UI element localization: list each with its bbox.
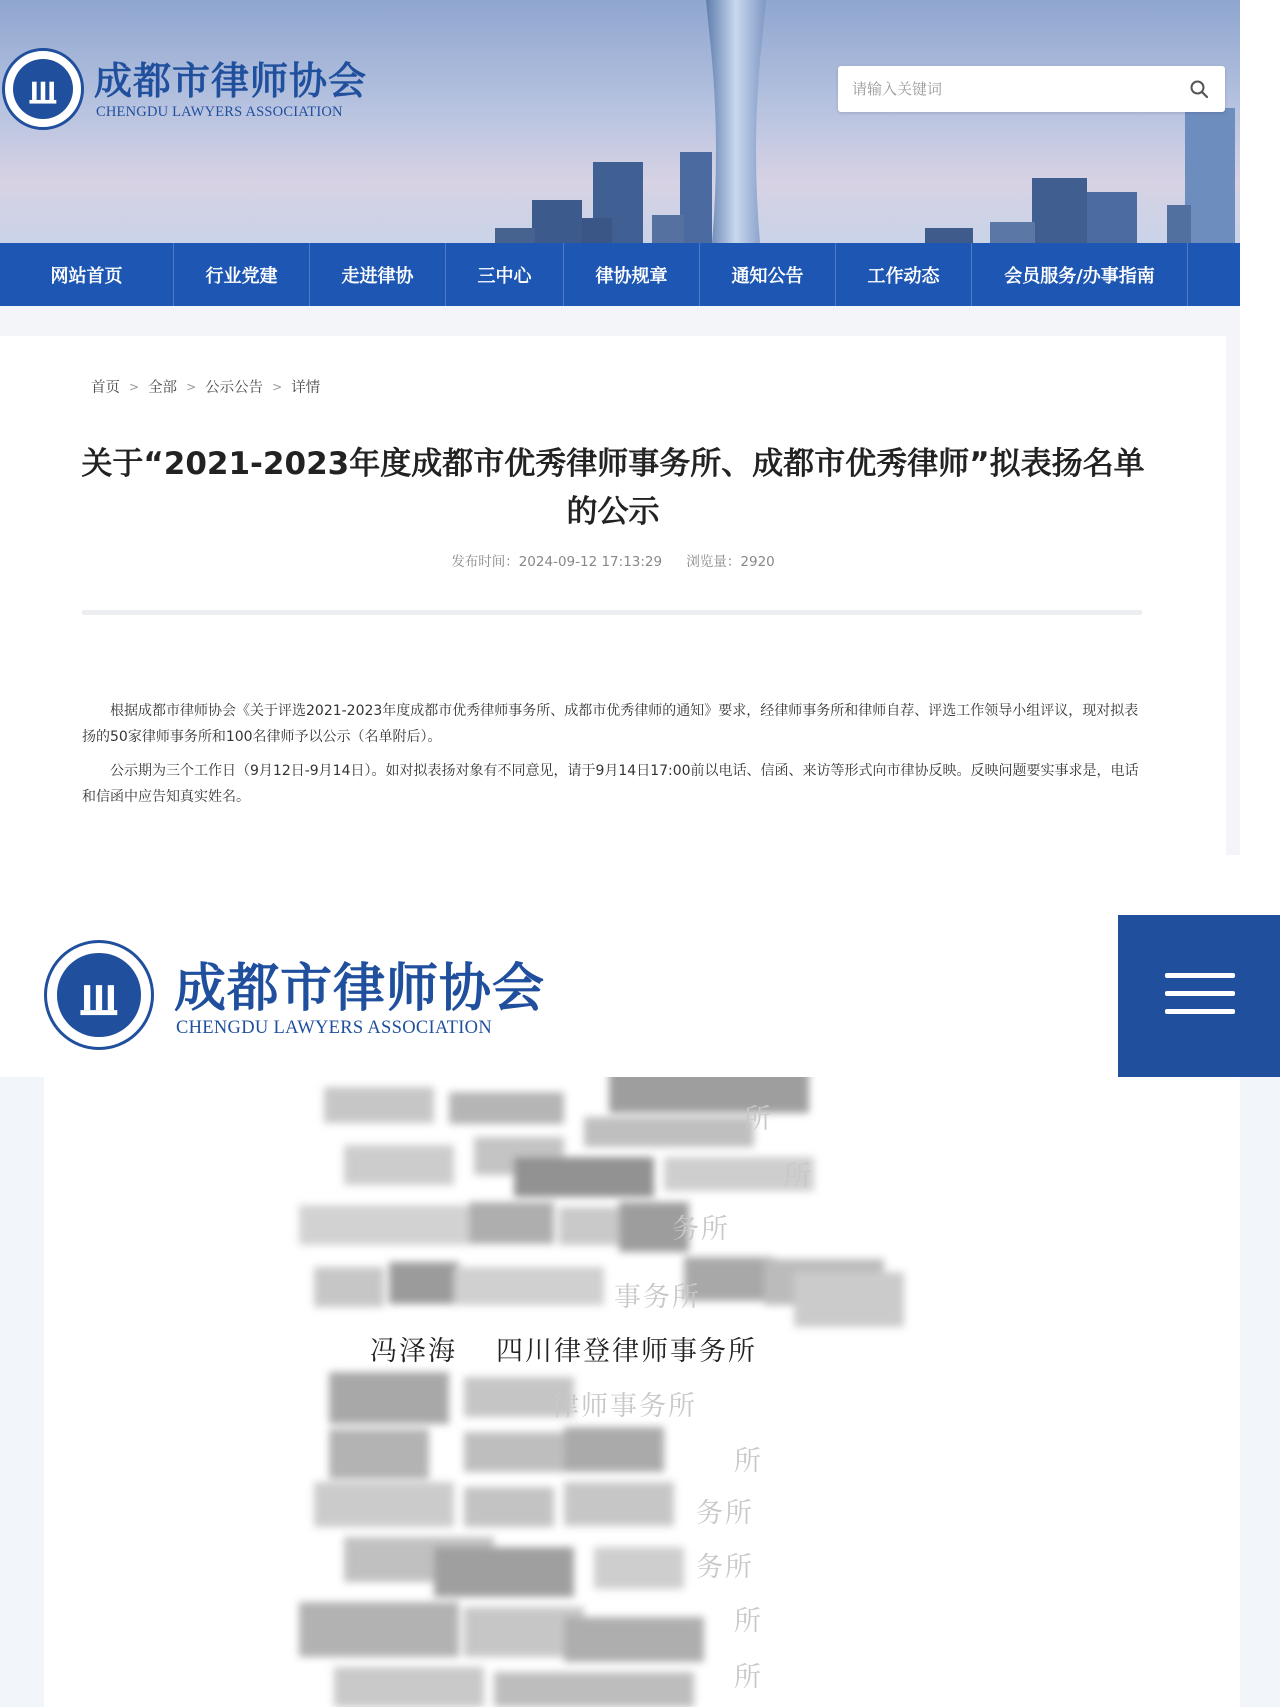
document-list [44,1077,1240,1707]
publish-time: 发布时间：2024-09-12 17:13:29 [451,554,663,570]
association-emblem-icon [2,48,84,130]
main-nav [0,243,1240,306]
header-banner [0,0,1240,243]
article-body [82,698,1142,818]
site-logo[interactable] [44,940,564,1060]
search-icon[interactable] [1189,79,1209,99]
nav-item-regulations[interactable]: 律协规章 [564,243,700,306]
site-name-cn: 成都市律师协会 [94,58,368,103]
nav-item-news[interactable]: 工作动态 [836,243,972,306]
divider [82,610,1142,615]
redacted-fragment: 务所 [672,1214,730,1245]
desktop-screenshot [0,0,1240,855]
site-name-cn: 成都市律师协会 [174,958,546,1019]
article-title: 关于“2021-2023年度成都市优秀律师事务所、成都市优秀律师”拟表扬名单的公示 [81,446,1145,530]
article-panel [0,336,1226,855]
breadcrumb-all[interactable]: 全部 [148,380,178,396]
redacted-fragment: 所 [784,1161,813,1192]
redacted-fragment: 事务所 [614,1282,701,1313]
view-count: 浏览量：2920 [686,554,775,570]
law-firm-name: 四川律登律师事务所 [496,1336,757,1367]
search-box [838,66,1225,112]
hamburger-menu-icon[interactable] [1118,915,1280,1077]
association-emblem-icon [44,940,154,1050]
article-paragraph: 公示期为三个工作日（9月12日-9月14日）。如对拟表扬对象有不同意见，请于9月14日17:00前以电话、信函、来访等形式向市律协反映。反映问题要实事求是，电话和信函中应告知真实姓名。 [82,763,1139,805]
nav-item-party-building[interactable]: 行业党建 [174,243,310,306]
breadcrumb-announcements[interactable]: 公示公告 [205,380,264,396]
redacted-fragment: 所 [734,1446,763,1477]
nav-item-three-centers[interactable]: 三中心 [446,243,564,306]
article-paragraph: 根据成都市律师协会《关于评选2021-2023年度成都市优秀律师事务所、成都市优秀律师的通知》要求，经律师事务所和律师自荐、评选工作领导小组评议，现对拟表扬的50家律师事务所和100名律师予以公示（名单附后）。 [82,703,1139,745]
redacted-fragment: 律师事务所 [552,1391,697,1422]
search-input[interactable] [852,76,1172,102]
redacted-fragment: 务所 [696,1552,754,1583]
redacted-fragment: 所 [734,1662,763,1693]
mobile-header [0,855,1280,1077]
chevron-right-icon: > [272,379,283,394]
site-name-en: CHENGDU LAWYERS ASSOCIATION [176,1018,492,1038]
nav-item-notices[interactable]: 通知公告 [700,243,836,306]
breadcrumb-home[interactable]: 首页 [91,380,120,396]
site-logo[interactable] [2,46,368,132]
site-name-en: CHENGDU LAWYERS ASSOCIATION [96,104,343,120]
article-meta [0,550,1226,570]
chevron-right-icon: > [186,379,197,394]
lawyer-name: 冯泽海 [370,1336,457,1367]
breadcrumb-detail: 详情 [291,380,321,396]
breadcrumb [91,376,320,397]
redacted-fragment: 所 [734,1606,763,1637]
nav-item-home[interactable]: 网站首页 [0,243,174,306]
chevron-right-icon: > [129,379,140,394]
nav-item-member-services[interactable]: 会员服务/办事指南 [972,243,1188,306]
redacted-fragment: 务所 [696,1498,754,1529]
mobile-screenshot [0,855,1280,1707]
nav-item-about[interactable]: 走进律协 [310,243,446,306]
redacted-fragment: 所 [744,1104,773,1135]
